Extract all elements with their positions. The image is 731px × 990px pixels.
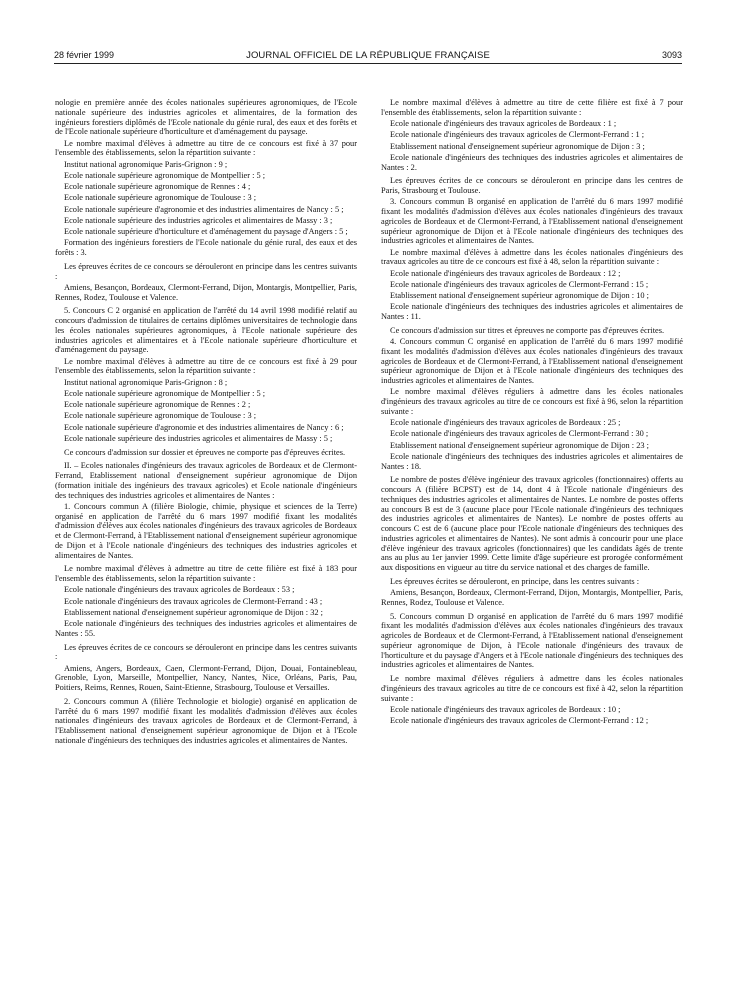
paragraph: Ecole nationale d'ingénieurs des techniques des industries agricoles et alimentaires de Nantes : 55. bbox=[55, 619, 357, 638]
paragraph: Ecole nationale supérieure des industries agricoles et alimentaires de Massy : 3 ; bbox=[64, 215, 333, 225]
paragraph: II. – Ecoles nationales d'ingénieurs des travaux agricoles de Bordeaux et de Clermont-Ferrand, Etablissement national d'enseignement supérieur agronomique de Dijon (formation initiale des ingénieurs des travaux agricoles) et Ecole nationale d'ingénieurs des techniques des industries agricoles et alimentaires de Nantes : bbox=[55, 461, 357, 500]
paragraph: Ecole nationale d'ingénieurs des travaux agricoles de Clermont-Ferrand : 43 ; bbox=[64, 596, 323, 606]
paragraph: Ecole nationale supérieure agronomique de Toulouse : 3 ; bbox=[64, 411, 257, 421]
paragraph: Ecole nationale d'ingénieurs des travaux agricoles de Bordeaux : 12 ; bbox=[390, 268, 621, 278]
paragraph: Les épreuves écrites se dérouleront, en principe, dans les centres suivants : bbox=[390, 576, 640, 586]
paragraph: Ecole nationale d'ingénieurs des travaux agricoles de Bordeaux : 10 ; bbox=[390, 704, 621, 714]
paragraph: 2. Concours commun A (filière Technologie et biologie) organisé en application de l'arrêté du 6 mars 1997 modifié fixant les modalités d'admission d'élèves aux écoles nationales d'ingénieurs des travaux agricoles de Bordeaux et de Clermont-Ferrand, à l'Etablissement national d'enseignement supérieur agronomique de Dijon et à l'Ecole nationale d'ingénieurs des techniques des industries agricoles et alimentaires de Nantes. bbox=[55, 696, 357, 745]
paragraph: Ecole nationale d'ingénieurs des travaux agricoles de Bordeaux : 1 ; bbox=[390, 119, 617, 128]
paragraph: Ecole nationale supérieure agronomique de Rennes : 4 ; bbox=[64, 182, 251, 191]
paragraph: nologie en première année des écoles nationales supérieures agronomiques, de l'Ecole nationale supérieure des industries agricoles et alimentaires, de la formation des ingénieurs forestiers diplômés de l'Ecole nationale du génie rural, des eaux et des forêts et de l'Ecole nationale supérieure d'horticulture et d'aménagement du paysage. bbox=[55, 98, 357, 137]
left-column bbox=[55, 98, 357, 958]
page-number: 3093 bbox=[661, 50, 682, 60]
paragraph: Le nombre maximal d'élèves réguliers à admettre dans les écoles nationales d'ingénieurs des travaux agricoles au titre de ce concours est fixé à 96, selon la répartition suivante : bbox=[381, 387, 683, 416]
paragraph: Ecole nationale d'ingénieurs des techniques des industries agricoles et alimentaires de Nantes : 2. bbox=[381, 152, 683, 172]
paragraph: Etablissement national d'enseignement supérieur agronomique de Dijon : 32 ; bbox=[64, 607, 323, 617]
paragraph: Ecole nationale supérieure agronomique de Montpellier : 5 ; bbox=[64, 170, 266, 180]
paragraph: Ecole nationale d'ingénieurs des travaux agricoles de Clermont-Ferrand : 15 ; bbox=[390, 279, 649, 289]
paragraph: Ecole nationale supérieure d'agronomie et des industries alimentaires de Nancy : 5 ; bbox=[64, 204, 344, 214]
paragraph: Le nombre maximal d'élèves à admettre au titre de cette filière est fixé à 183 pour l'ensemble des établissements, selon la répartition suivante : bbox=[55, 564, 357, 583]
paragraph: Le nombre maximal d'élèves à admettre au titre de ce concours est fixé à 37 pour l'ensemble des établissements, selon la répartition suivante : bbox=[55, 138, 357, 158]
paragraph: 1. Concours commun A (filière Biologie, chimie, physique et sciences de la Terre) organisé en application de l'arrêté du 6 mars 1997 modifié fixant les modalités d'admission d'élèves aux écoles nationales d'ingénieurs des travaux agricoles de Bordeaux et de Clermont-Ferrand, à l'Etablissement national d'enseignement supérieur agronomique de Dijon et à l'Ecole nationale d'ingénieurs des techniques des industries agricoles et alimentaires de Nantes. bbox=[55, 501, 357, 560]
paragraph: Ecole nationale supérieure d'agronomie et des industries alimentaires de Nancy : 6 ; bbox=[64, 422, 344, 432]
header-date: 28 février 1999 bbox=[54, 50, 115, 60]
paragraph: Ecole nationale supérieure agronomique de Rennes : 2 ; bbox=[64, 400, 251, 409]
paragraph: Institut national agronomique Paris-Grignon : 9 ; bbox=[64, 159, 228, 169]
paragraph: Le nombre maximal d'élèves à admettre au titre de cette filière est fixé à 7 pour l'ensemble des établissements, selon la répartition suivante : bbox=[381, 98, 683, 117]
paragraph: Ecole nationale supérieure agronomique de Montpellier : 5 ; bbox=[64, 388, 266, 398]
paragraph: Ecole nationale d'ingénieurs des travaux agricoles de Clermont-Ferrand : 12 ; bbox=[390, 716, 649, 725]
paragraph: Ce concours d'admission sur dossier et épreuves ne comporte pas d'épreuves écrites. bbox=[64, 447, 346, 457]
paragraph: Le nombre de postes d'élève ingénieur des travaux agricoles (fonctionnaires) offerts au concours A (filière BCPST) est de 14, dont 4 à l'Ecole nationale d'ingénieurs des techniques des industries agricoles et alimentaires de Nantes. Le nombre de postes offerts au concours B est de 3 (aucune place pour l'Ecole nationale d'ingénieurs des techniques des industries agricoles et alimentaires de Nantes). Le nombre de postes offerts au concours C est de 6 (aucune place pour l'Ecole nationale d'ingénieurs des techniques des industries agricoles et alimentaires de Nantes). Ne sont admis à concourir pour une place d'élève ingénieur des travaux agricoles (fonctionnaires) que les candidats âgés de trente ans au plus au 1er janvier 1999. Cette limite d'âge supérieure est prorogée conformément aux dispositions en vigueur au titre du service national et des charges de famille. bbox=[381, 475, 683, 572]
paragraph: Les épreuves écrites de ce concours se dérouleront en principe dans les centres de Paris, Strasbourg et Toulouse. bbox=[381, 176, 683, 195]
paragraph: 5. Concours commun D organisé en application de l'arrêté du 6 mars 1997 modifié fixant les modalités d'admission d'élèves aux écoles nationales d'ingénieurs des travaux agricoles de Bordeaux et de Clermont-Ferrand, à l'Etablissement national d'enseignement supérieur agronomique de Dijon, à l'Ecole nationale d'ingénieurs des travaux de l'horticulture et du paysage d'Angers et à l'Ecole nationale d'ingénieurs des techniques des industries agricoles et alimentaires de Nantes. bbox=[381, 611, 683, 670]
paragraph: Institut national agronomique Paris-Grignon : 8 ; bbox=[64, 377, 228, 387]
paragraph: Ecole nationale d'ingénieurs des techniques des industries agricoles et alimentaires de Nantes : 11. bbox=[381, 302, 683, 321]
paragraph: Etablissement national d'enseignement supérieur agronomique de Dijon : 23 ; bbox=[390, 440, 649, 450]
paragraph: Les épreuves écrites de ce concours se dérouleront en principe dans les centres suivants : bbox=[55, 261, 357, 281]
paragraph: Le nombre maximal d'élèves réguliers à admettre dans les écoles nationales d'ingénieurs des travaux agricoles au titre de ce concours est fixé à 42, selon la répartition suivante : bbox=[381, 674, 683, 703]
paragraph: Ecole nationale supérieure des industries agricoles et alimentaires de Massy : 5 ; bbox=[64, 433, 333, 443]
paragraph: Ecole nationale d'ingénieurs des travaux agricoles de Bordeaux : 25 ; bbox=[390, 418, 621, 427]
paragraph: 3. Concours commun B organisé en application de l'arrêté du 6 mars 1997 modifié fixant les modalités d'admission d'élèves aux écoles nationales d'ingénieurs des travaux agricoles de Bordeaux et de Clermont-Ferrand, à l'Etablissement national d'enseignement supérieur agronomique de Dijon et à l'Ecole nationale d'ingénieurs des techniques des industries agricoles et alimentaires de Nantes. bbox=[381, 197, 683, 246]
paragraph: Ecole nationale d'ingénieurs des travaux agricoles de Clermont-Ferrand : 30 ; bbox=[390, 429, 649, 439]
paragraph: Formation des ingénieurs forestiers de l'Ecole nationale du génie rural, des eaux et des forêts : 3. bbox=[55, 238, 357, 257]
paragraph: Les épreuves écrites de ce concours se dérouleront en principe dans les centres suivants : bbox=[55, 642, 357, 662]
paragraph: Ecole nationale d'ingénieurs des techniques des industries agricoles et alimentaires de Nantes : 18. bbox=[381, 451, 683, 471]
header-rule bbox=[54, 63, 682, 64]
paragraph: Etablissement national d'enseignement supérieur agronomique de Dijon : 10 ; bbox=[390, 291, 649, 300]
paragraph: Ecole nationale d'ingénieurs des travaux agricoles de Clermont-Ferrand : 1 ; bbox=[390, 130, 645, 140]
paragraph: Le nombre maximal d'élèves à admettre au titre de ce concours est fixé à 29 pour l'ensemble des établissements, selon la répartition suivante : bbox=[55, 356, 357, 376]
paragraph: Amiens, Besançon, Bordeaux, Clermont-Ferrand, Dijon, Montargis, Montpellier, Paris, Rennes, Rodez, Toulouse et Valence. bbox=[55, 282, 357, 302]
journal-title: JOURNAL OFFICIEL DE LA RÉPUBLIQUE FRANÇAISE bbox=[246, 50, 490, 61]
paragraph: Amiens, Angers, Bordeaux, Caen, Clermont-Ferrand, Dijon, Douai, Fontainebleau, Grenoble, Lyon, Marseille, Montpellier, Nancy, Nantes, Nice, Orléans, Paris, Pau, Poitiers, Reims, Rennes, Rouen, Saint-Etienne, Strasbourg, Toulouse et Versailles. bbox=[55, 663, 357, 692]
paragraph: Ecole nationale supérieure agronomique de Toulouse : 3 ; bbox=[64, 193, 257, 203]
paragraph: Amiens, Besançon, Bordeaux, Clermont-Ferrand, Dijon, Montargis, Montpellier, Paris, Rennes, Rodez, Toulouse et Valence. bbox=[381, 588, 683, 607]
paragraph: Le nombre maximal d'élèves à admettre dans les écoles nationales d'ingénieurs des travaux agricoles au titre de ce concours est fixé à 48, selon la répartition suivante : bbox=[381, 247, 683, 267]
page-header bbox=[54, 50, 682, 64]
paragraph: Etablissement national d'enseignement supérieur agronomique de Dijon : 3 ; bbox=[390, 141, 645, 151]
right-column bbox=[381, 98, 683, 958]
paragraph: Ce concours d'admission sur titres et épreuves ne comporte pas d'épreuves écrites. bbox=[390, 325, 665, 335]
paragraph: Ecole nationale supérieure d'horticulture et d'aménagement du paysage d'Angers : 5 ; bbox=[64, 227, 348, 236]
paragraph: Ecole nationale d'ingénieurs des travaux agricoles de Bordeaux : 53 ; bbox=[64, 585, 295, 595]
paragraph: 5. Concours C 2 organisé en application de l'arrêté du 14 avril 1998 modifié relatif au concours d'admission de titulaires de certains diplômes universitaires de technologie dans les écoles nationales supérieures agronomiques, à l'Ecole nationale supérieure des industries agricoles et alimentaires et à l'Ecole nationale supérieure d'horticulture et d'aménagement du paysage. bbox=[55, 306, 357, 355]
paragraph: 4. Concours commun C organisé en application de l'arrêté du 6 mars 1997 modifié fixant les modalités d'admission d'élèves aux écoles nationales d'ingénieurs des travaux agricoles de Bordeaux et de Clermont-Ferrand, à l'Etablissement national d'enseignement supérieur agronomique de Dijon et à l'Ecole nationale d'ingénieurs des techniques des industries agricoles et alimentaires de Nantes. bbox=[381, 337, 683, 385]
